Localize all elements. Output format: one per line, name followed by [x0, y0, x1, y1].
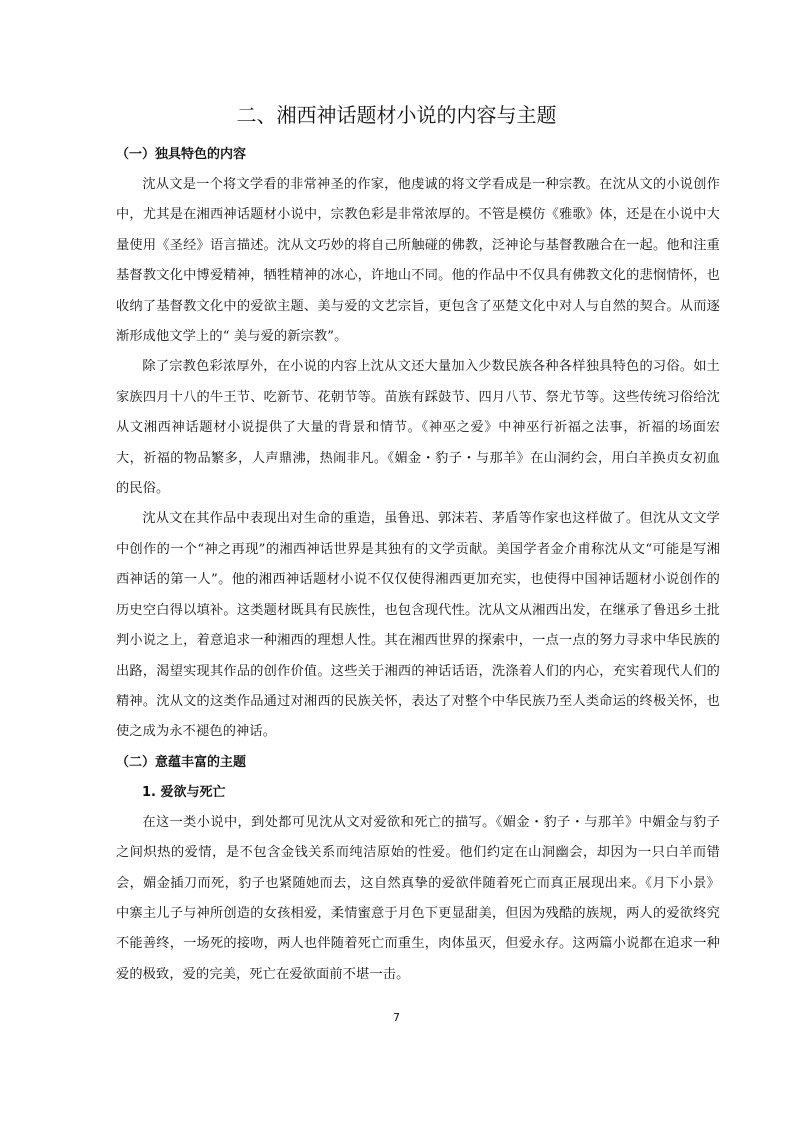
paragraph: 在这一类小说中，到处都可见沈从文对爱欲和死亡的描写。《媚金・豹子・与那羊》中媚金与豹子之间炽热的爱情，是不包含金钱关系而纯洁原始的性爱。他们约定在山洞幽会，却因为一只白羊而错会，媚金插刀而死，豹子也紧随她而去，这自然真挚的爱欲伴随着死亡而真正展现出来。《月下小景》中寨主儿子与神所创造的女孩相爱，柔情蜜意于月色下更显甜美，但因为残酷的族规，两人的爱欲终究不能善终，一场死的接吻，两人也伴随着死亡而重生，肉体虽灭，但爱永存。这两篇小说都在追求一种爱的极致，爱的完美，死亡在爱欲面前不堪一击。	[116, 814, 720, 982]
paragraph: 沈从文在其作品中表现出对生命的重造，虽鲁迅、郭沫若、茅盾等作家也这样做了。但沈从文文学中创作的一个“神之再现”的湘西神话世界是其独有的文学贡献。美国学者金介甫称沈从文“可能是写湘西神话的第一人”。他的湘西神话题材小说不仅仅使得湘西更加充实，也使得中国神话题材小说创作的历史空白得以填补。这类题材既具有民族性，也包含现代性。沈从文从湘西出发，在继承了鲁迅乡土批判小说之上，着意追求一种湘西的理想人性。其在湘西世界的探索中，一点一点的努力寻求中华民族的出路，渴望实现其作品的创作价值。这些关于湘西的神话话语，洗涤着人们的内心，充实着现代人们的精神。沈从文的这类作品通过对湘西的民族关怀，表达了对整个中华民族乃至人类命运的终极关怀，也使之成为永不褪色的神话。	[116, 511, 720, 740]
sub-heading-love-and-death: 1. 爱欲与死亡	[142, 784, 226, 800]
body-content	[116, 140, 720, 990]
paragraph: 除了宗教色彩浓厚外，在小说的内容上沈从文还大量加入少数民族各种各样独具特色的习俗。如土家族四月十八的牛王节、吃新节、花朝节等。苗族有踩鼓节、四月八节、祭尤节等。这些传统习俗给沈从文湘西神话题材小说提供了大量的背景和情节。《神巫之爱》中神巫行祈福之法事，祈福的场面宏大，祈福的物品繁多，人声鼎沸，热闹非凡。《媚金・豹子・与那羊》在山洞约会，用白羊换贞女初血的民俗。	[116, 359, 720, 497]
page-number: 7	[393, 1011, 400, 1024]
section-heading-content: （一）独具特色的内容	[116, 147, 247, 162]
section-heading-theme: （二）意蕴丰富的主题	[116, 754, 247, 770]
paragraph: 沈从文是一个将文学看的非常神圣的作家，他虔诚的将文学看成是一种宗教。在沈从文的小说创作中，尤其是在湘西神话题材小说中，宗教色彩是非常浓厚的。不管是模仿《雅歌》体，还是在小说中大量使用《圣经》语言描述。沈从文巧妙的将自己所触碰的佛教，泛神论与基督教融合在一起。他和注重基督教文化中博爱精神，牺牲精神的冰心，许地山不同。他的作品中不仅具有佛教文化的悲悯情怀，也收纳了基督教文化中的爱欲主题、美与爱的文艺宗旨，更包含了巫楚文化中对人与自然的契合。从而逐渐形成他文学上的“ 美与爱的新宗教”。	[116, 177, 720, 345]
chapter-title: 二、湘西神话题材小说的内容与主题	[236, 103, 557, 127]
